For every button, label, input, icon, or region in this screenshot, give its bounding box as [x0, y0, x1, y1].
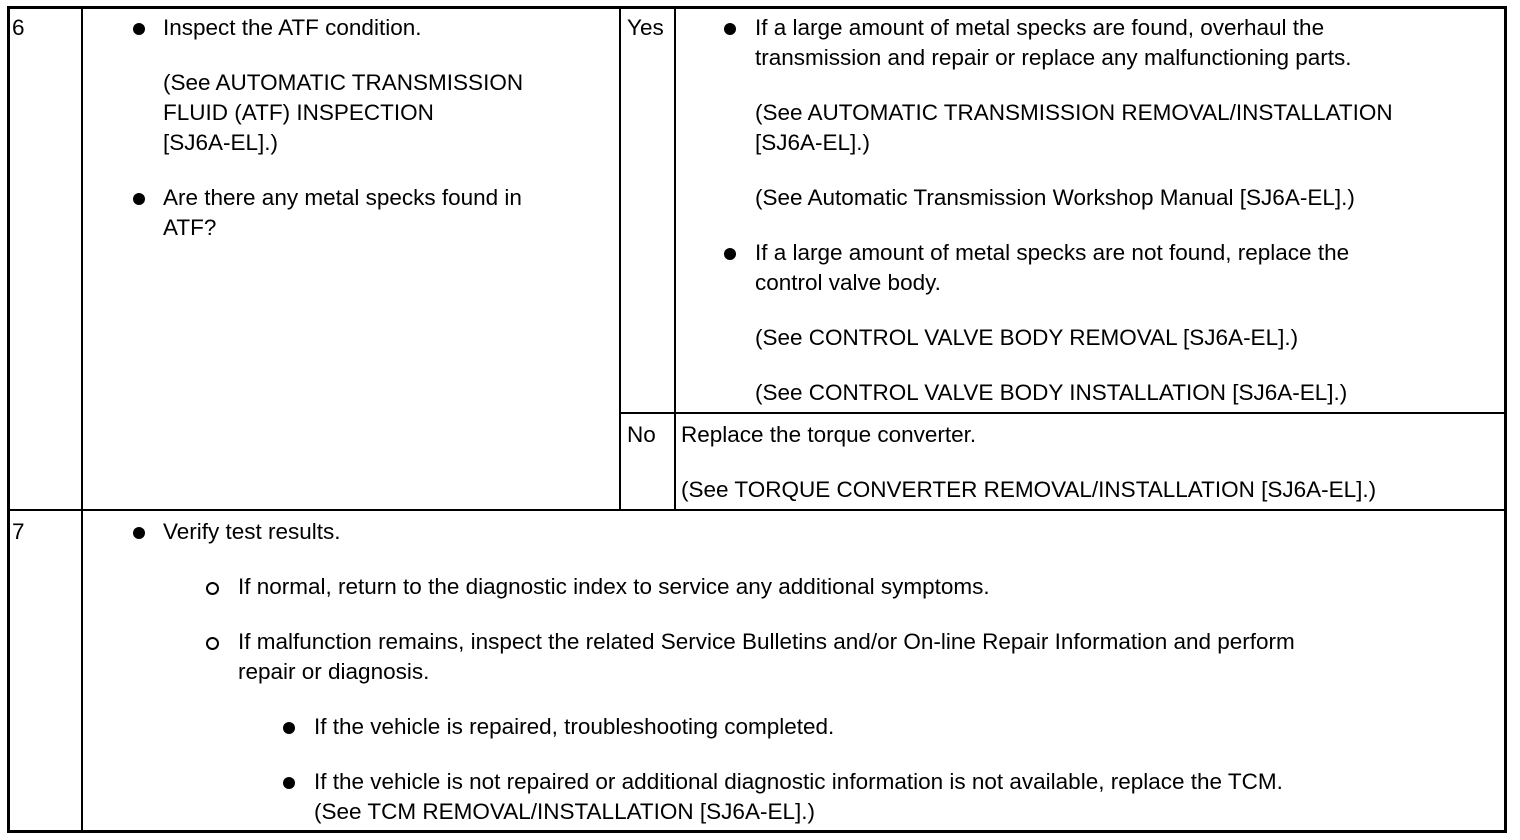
yes-reference: [SJ6A-EL].) [755, 130, 871, 155]
yes-reference: (See Automatic Transmission Workshop Manual [SJ6A-EL].) [755, 185, 1355, 210]
table-border-right [1504, 6, 1507, 833]
action-item: Are there any metal specks found in [163, 185, 522, 210]
no-reference: (See TORQUE CONVERTER REMOVAL/INSTALLATION [SJ6A-EL].) [681, 477, 1377, 502]
bullet-icon [283, 722, 295, 734]
no-label: No [627, 422, 656, 447]
yes-reference: (See AUTOMATIC TRANSMISSION REMOVAL/INSTALLATION [755, 100, 1393, 125]
table-border-top [7, 6, 1507, 9]
circle-bullet-icon [206, 582, 219, 595]
table-border-left [7, 6, 10, 833]
step-number: 7 [12, 519, 25, 544]
sub-sub-item: (See TCM REMOVAL/INSTALLATION [SJ6A-EL].) [314, 799, 815, 824]
bullet-icon [133, 527, 145, 539]
yes-reference: (See CONTROL VALVE BODY REMOVAL [SJ6A-EL].) [755, 325, 1299, 350]
sub-item: If malfunction remains, inspect the related Service Bulletins and/or On-line Repair Information and perform [238, 629, 1295, 654]
sub-item: If normal, return to the diagnostic index to service any additional symptoms. [238, 574, 990, 599]
yes-result-item: control valve body. [755, 270, 941, 295]
action-reference: [SJ6A-EL].) [163, 130, 279, 155]
yes-no-divider [620, 412, 1506, 414]
bullet-icon [724, 248, 736, 260]
step-column-divider [81, 8, 83, 831]
action-reference: (See AUTOMATIC TRANSMISSION [163, 70, 524, 95]
bullet-icon [133, 23, 145, 35]
yes-result-item: transmission and repair or replace any malfunctioning parts. [755, 45, 1352, 70]
action-reference: FLUID (ATF) INSPECTION [163, 100, 434, 125]
bullet-icon [283, 777, 295, 789]
circle-bullet-icon [206, 637, 219, 650]
bullet-icon [724, 23, 736, 35]
action-item: Verify test results. [163, 519, 341, 544]
action-item: ATF? [163, 215, 217, 240]
sub-item: repair or diagnosis. [238, 659, 430, 684]
result-label-divider [674, 8, 676, 510]
bullet-icon [133, 193, 145, 205]
yes-result-item: If a large amount of metal specks are found, overhaul the [755, 15, 1325, 40]
action-item: Inspect the ATF condition. [163, 15, 422, 40]
no-result-item: Replace the torque converter. [681, 422, 977, 447]
yes-label: Yes [627, 15, 664, 40]
sub-sub-item: If the vehicle is not repaired or additional diagnostic information is not available, replace the TCM. [314, 769, 1283, 794]
step-number: 6 [12, 15, 25, 40]
yes-reference: (See CONTROL VALVE BODY INSTALLATION [SJ6A-EL].) [755, 380, 1348, 405]
row-divider [8, 509, 1506, 511]
action-column-divider [619, 8, 621, 510]
sub-sub-item: If the vehicle is repaired, troubleshooting completed. [314, 714, 835, 739]
yes-result-item: If a large amount of metal specks are not found, replace the [755, 240, 1350, 265]
table-border-bottom [7, 830, 1507, 833]
